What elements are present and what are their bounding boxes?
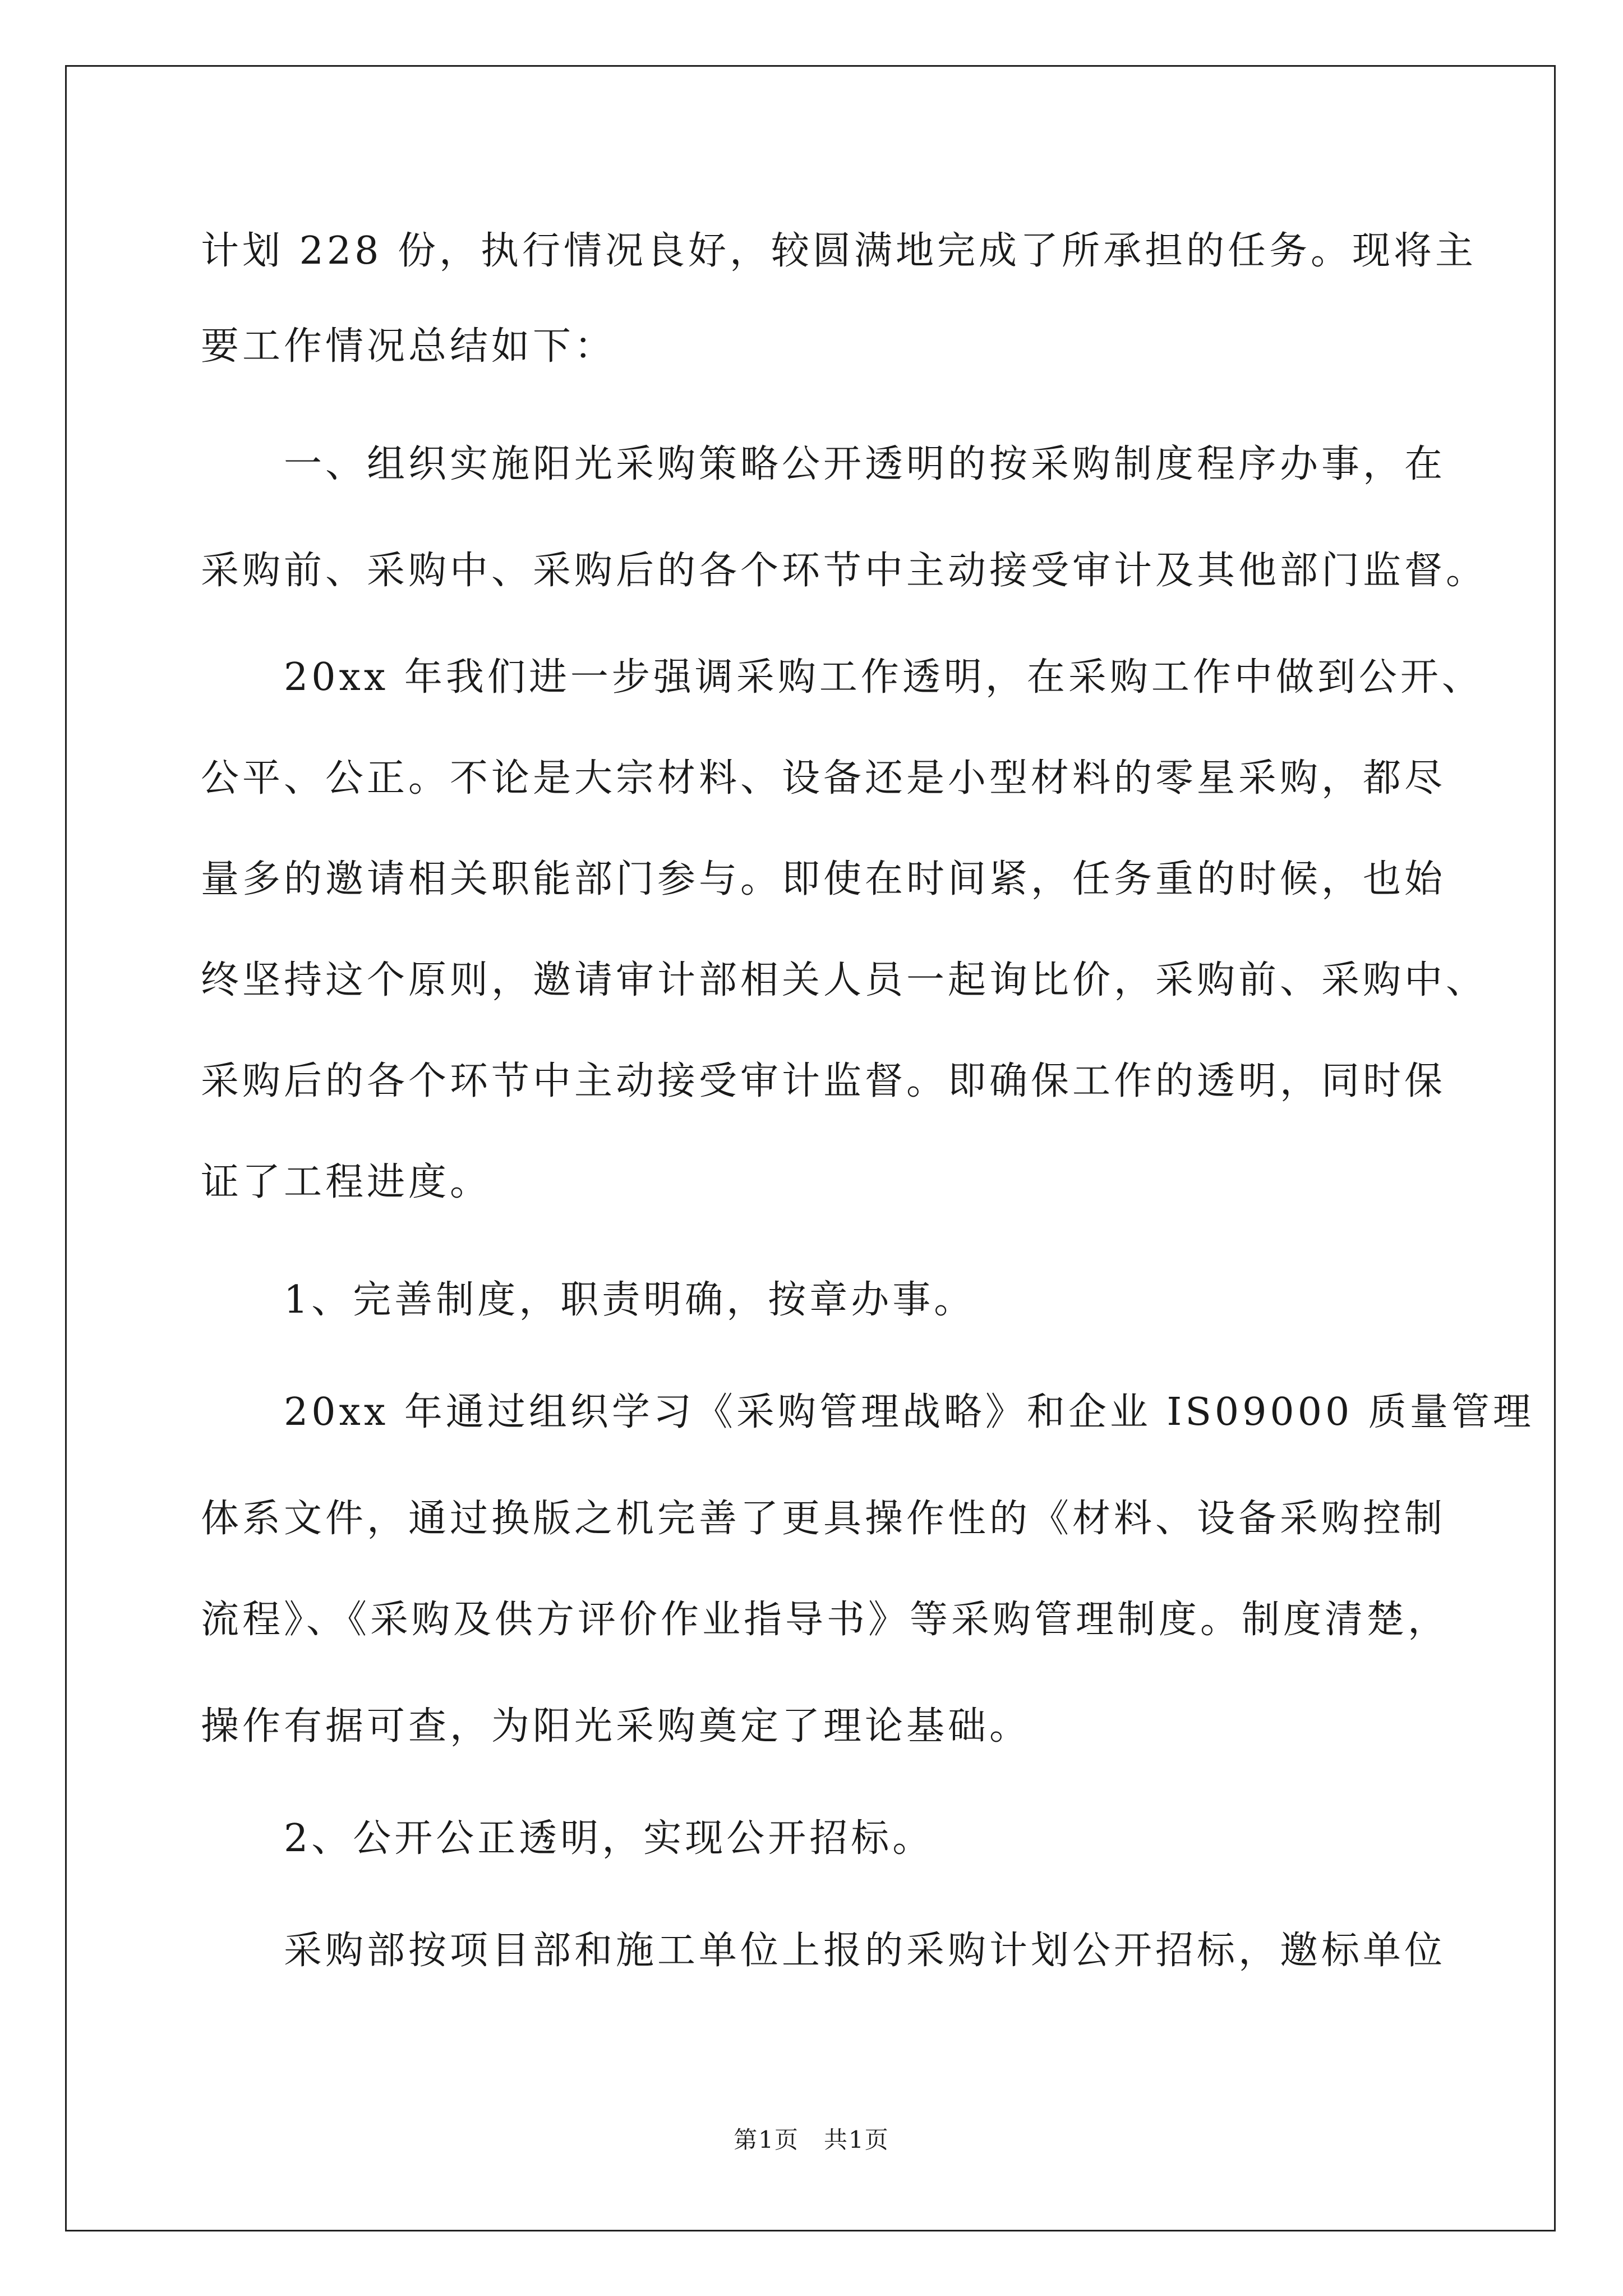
text-line: 量多的邀请相关职能部门参与。即使在时间紧，任务重的时候，也始: [201, 857, 1446, 901]
text-line: 采购部按项目部和施工单位上报的采购计划公开招标，邀标单位: [201, 1929, 1446, 1973]
text-line: 采购前、采购中、采购后的各个环节中主动接受审计及其他部门监督。: [201, 549, 1488, 593]
text-line: 计划 228 份，执行情况良好，较圆满地完成了所承担的任务。现将主: [201, 229, 1477, 273]
text-line: 20xx 年通过组织学习《采购管理战略》和企业 IS09000 质量管理: [201, 1390, 1534, 1434]
text-line: 一、组织实施阳光采购策略公开透明的按采购制度程序办事，在: [201, 442, 1446, 486]
page-number-footer: 第1页 共1页: [734, 2126, 889, 2154]
text-line: 体系文件，通过换版之机完善了更具操作性的《材料、设备采购控制: [201, 1497, 1446, 1541]
text-line: 要工作情况总结如下：: [201, 324, 616, 369]
text-line: 采购后的各个环节中主动接受审计监督。即确保工作的透明，同时保: [201, 1059, 1446, 1103]
text-line: 1、完善制度，职责明确，按章办事。: [201, 1278, 976, 1322]
text-line: 2、公开公正透明，实现公开招标。: [201, 1816, 934, 1861]
page-border: [65, 65, 1556, 2231]
text-line: 流程》、《采购及供方评价作业指导书》等采购管理制度。制度清楚，: [201, 1598, 1450, 1642]
text-line: 公平、公正。不论是大宗材料、设备还是小型材料的零星采购，都尽: [201, 756, 1446, 800]
text-line: 证了工程进度。: [201, 1160, 492, 1204]
text-line: 20xx 年我们进一步强调采购工作透明，在采购工作中做到公开、: [201, 655, 1483, 700]
text-line: 终坚持这个原则，邀请审计部相关人员一起询比价，采购前、采购中、: [201, 958, 1488, 1002]
text-line: 操作有据可查，为阳光采购奠定了理论基础。: [201, 1704, 1031, 1749]
